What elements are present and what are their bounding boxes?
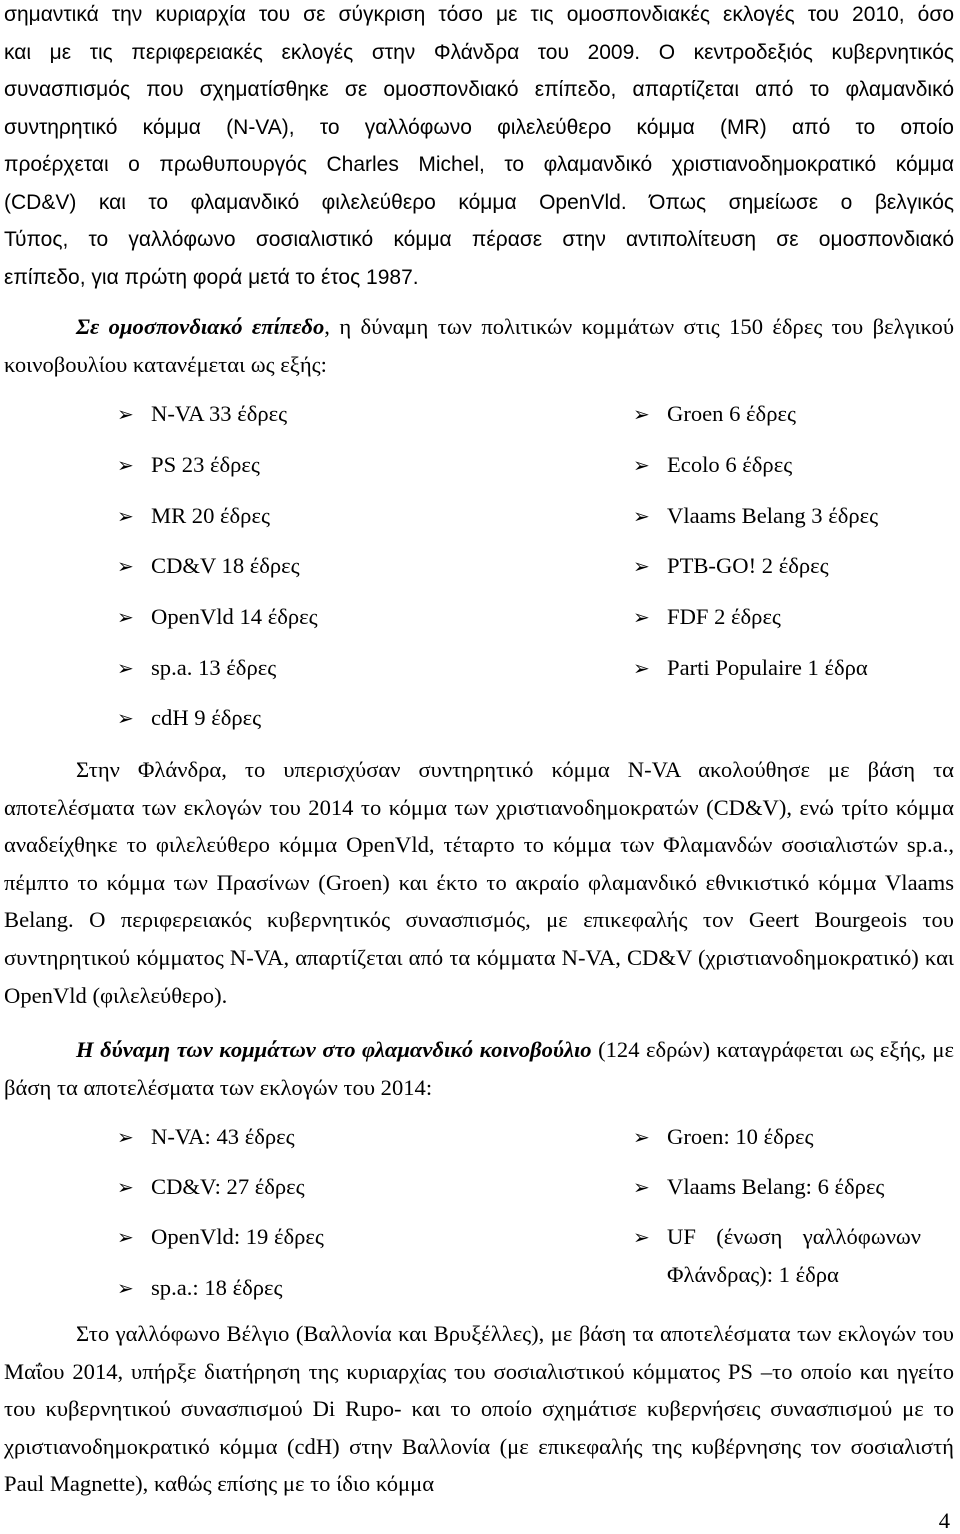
- arrow-bullet-icon: ➢: [117, 506, 134, 528]
- arrow-bullet-icon: ➢: [117, 1227, 134, 1249]
- arrow-bullet-icon: ➢: [117, 404, 134, 426]
- list-item: ➢ CD&V 18 έδρες: [117, 551, 300, 582]
- text-line: επίπεδο, για πρώτη φορά μετά το έτος 1987.: [4, 265, 419, 289]
- arrow-bullet-icon: ➢: [117, 607, 134, 629]
- page-number: 4: [938, 1508, 950, 1533]
- arrow-bullet-icon: ➢: [633, 1127, 650, 1149]
- arrow-bullet-icon: ➢: [633, 404, 650, 426]
- paragraph-text: , η δύναμη των πολιτικών κομμάτων στις 150 έδρες του βελγικού κοινοβουλίου κατανέμεται ως εξής:: [4, 314, 954, 377]
- text-line: συντηρητικό κόμμα (N-VA), το γαλλόφωνο φιλελεύθερο κόμμα (MR) από το οποίο: [4, 115, 954, 139]
- text-line: (CD&V) και το φλαμανδικό φιλελεύθερο κόμμα OpenVld. Όπως σημείωσε ο βελγικός: [4, 190, 954, 214]
- list-item: ➢ OpenVld 14 έδρες: [117, 602, 318, 633]
- arrow-bullet-icon: ➢: [117, 1278, 134, 1300]
- list-item: ➢ Vlaams Belang: 6 έδρες: [633, 1172, 884, 1203]
- arrow-bullet-icon: ➢: [117, 556, 134, 578]
- paragraph-federal-seats-intro: [4, 308, 954, 383]
- text-line: προέρχεται ο πρωθυπουργός Charles Michel, το φλαμανδικό χριστιανοδημοκρατικό κόμμα: [4, 153, 954, 176]
- list-item: ➢ Parti Populaire 1 έδρα: [633, 653, 868, 684]
- list-item: ➢ OpenVld: 19 έδρες: [117, 1222, 324, 1253]
- list-item: ➢ Vlaams Belang 3 έδρες: [633, 501, 878, 532]
- arrow-bullet-icon: ➢: [633, 607, 650, 629]
- arrow-bullet-icon: ➢: [633, 658, 650, 680]
- paragraph-federal-government: [4, 0, 954, 296]
- emphasis-flemish-parliament: Η δύναμη των κομμάτων στο φλαμανδικό κοινοβούλιο: [76, 1037, 592, 1062]
- paragraph-flanders-results: Στην Φλάνδρα, το υπερισχύσαν συντηρητικό κόμμα N-VA ακολούθησε με βάση τα αποτελέσματα των εκλογών του 2014 το κόμμα των χριστιανοδημοκρατών (CD&V), ενώ τρίτο κόμμα αναδείχθηκε το φιλελεύθερο κόμμα OpenVld, τέταρτο το κόμμα των Φλαμανδών σοσιαλιστών sp.a., πέμπτο το κόμμα των Πρασίνων (Groen) και έκτο το ακραίο φλαμανδικό εθνικιστικό κόμμα Vlaams Belang. Ο περιφερειακός κυβερνητικός συνασπισμός, με επικεφαλής τον Geert Bourgeois του συντηρητικού κόμματος N-VA, απαρτίζεται από τα κόμματα N-VA, CD&V (χριστιανοδημοκρατικό) και OpenVld (φιλελεύθερο).: [4, 757, 954, 1008]
- arrow-bullet-icon: ➢: [117, 455, 134, 477]
- arrow-bullet-icon: ➢: [117, 1177, 134, 1199]
- list-item: ➢ MR 20 έδρες: [117, 501, 270, 532]
- arrow-bullet-icon: ➢: [633, 506, 650, 528]
- list-item: ➢ PTB-GO! 2 έδρες: [633, 551, 829, 582]
- list-item: ➢ Groen 6 έδρες: [633, 399, 796, 430]
- text-line: και με τις περιφερειακές εκλογές στην Φλάνδρα του 2009. Ο κεντροδεξιός κυβερνητικός: [4, 40, 954, 64]
- list-item: ➢ PS 23 έδρες: [117, 450, 260, 481]
- list-item-text: Φλάνδρας): 1 έδρα: [667, 1262, 839, 1287]
- arrow-bullet-icon: ➢: [117, 1127, 134, 1149]
- arrow-bullet-icon: ➢: [117, 708, 134, 730]
- text-line: Τύπος, το γαλλόφωνο σοσιαλιστικό κόμμα πέρασε στην αντιπολίτευση σε ομοσπονδιακό: [4, 228, 954, 251]
- list-item: ➢ sp.a. 13 έδρες: [117, 653, 276, 684]
- arrow-bullet-icon: ➢: [633, 1177, 650, 1199]
- arrow-bullet-icon: ➢: [117, 658, 134, 680]
- list-item: ➢ cdH 9 έδρες: [117, 703, 261, 734]
- list-item: ➢ CD&V: 27 έδρες: [117, 1172, 305, 1203]
- list-item: ➢ sp.a.: 18 έδρες: [117, 1273, 282, 1304]
- paragraph-flemish-seats-intro: [4, 1031, 954, 1106]
- list-item: ➢ Ecolo 6 έδρες: [633, 450, 792, 481]
- text-line: σημαντικά την κυριαρχία του σε σύγκριση τόσο με τις ομοσπονδιακές εκλογές του 2010, όσο: [4, 3, 954, 26]
- text-line: συνασπισμός που σχηματίσθηκε σε ομοσπονδιακό επίπεδο, απαρτίζεται από το φλαμανδικό: [4, 78, 954, 101]
- list-item: ➢ N-VA 33 έδρες: [117, 399, 287, 430]
- list-item: [633, 1218, 921, 1294]
- emphasis-federal-level: Σε ομοσπονδιακό επίπεδο: [76, 314, 325, 339]
- list-item: ➢ Groen: 10 έδρες: [633, 1122, 813, 1153]
- list-item: ➢ N-VA: 43 έδρες: [117, 1122, 295, 1153]
- paragraph-wallonia-results: Στο γαλλόφωνο Βέλγιο (Βαλλονία και Βρυξέλλες), με βάση τα αποτελέσματα των εκλογών του Μαΐου 2014, υπήρξε διατήρηση της κυριαρχίας του σοσιαλιστικού κόμματος PS –το οποίο και ηγείτο του κυβερνητικού συνασπισμού Di Rupo- και το οποίο σχημάτισε κυβερνήσεις συνασπισμού με το χριστιανοδημοκρατικό κόμμα (cdH) στην Βαλλονία (με επικεφαλής της κυβέρνησης τον σοσιαλιστή Paul Magnette), καθώς επίσης με το ίδιο κόμμα: [4, 1321, 954, 1497]
- list-item-text: UF (ένωση γαλλόφωνων: [667, 1224, 921, 1249]
- arrow-bullet-icon: ➢: [633, 556, 650, 578]
- list-item: ➢ FDF 2 έδρες: [633, 602, 781, 633]
- arrow-bullet-icon: ➢: [633, 1227, 650, 1249]
- paragraph-text: (124 εδρών) καταγράφεται ως εξής, με βάση τα αποτελέσματα των εκλογών του 2014:: [4, 1037, 954, 1100]
- arrow-bullet-icon: ➢: [633, 455, 650, 477]
